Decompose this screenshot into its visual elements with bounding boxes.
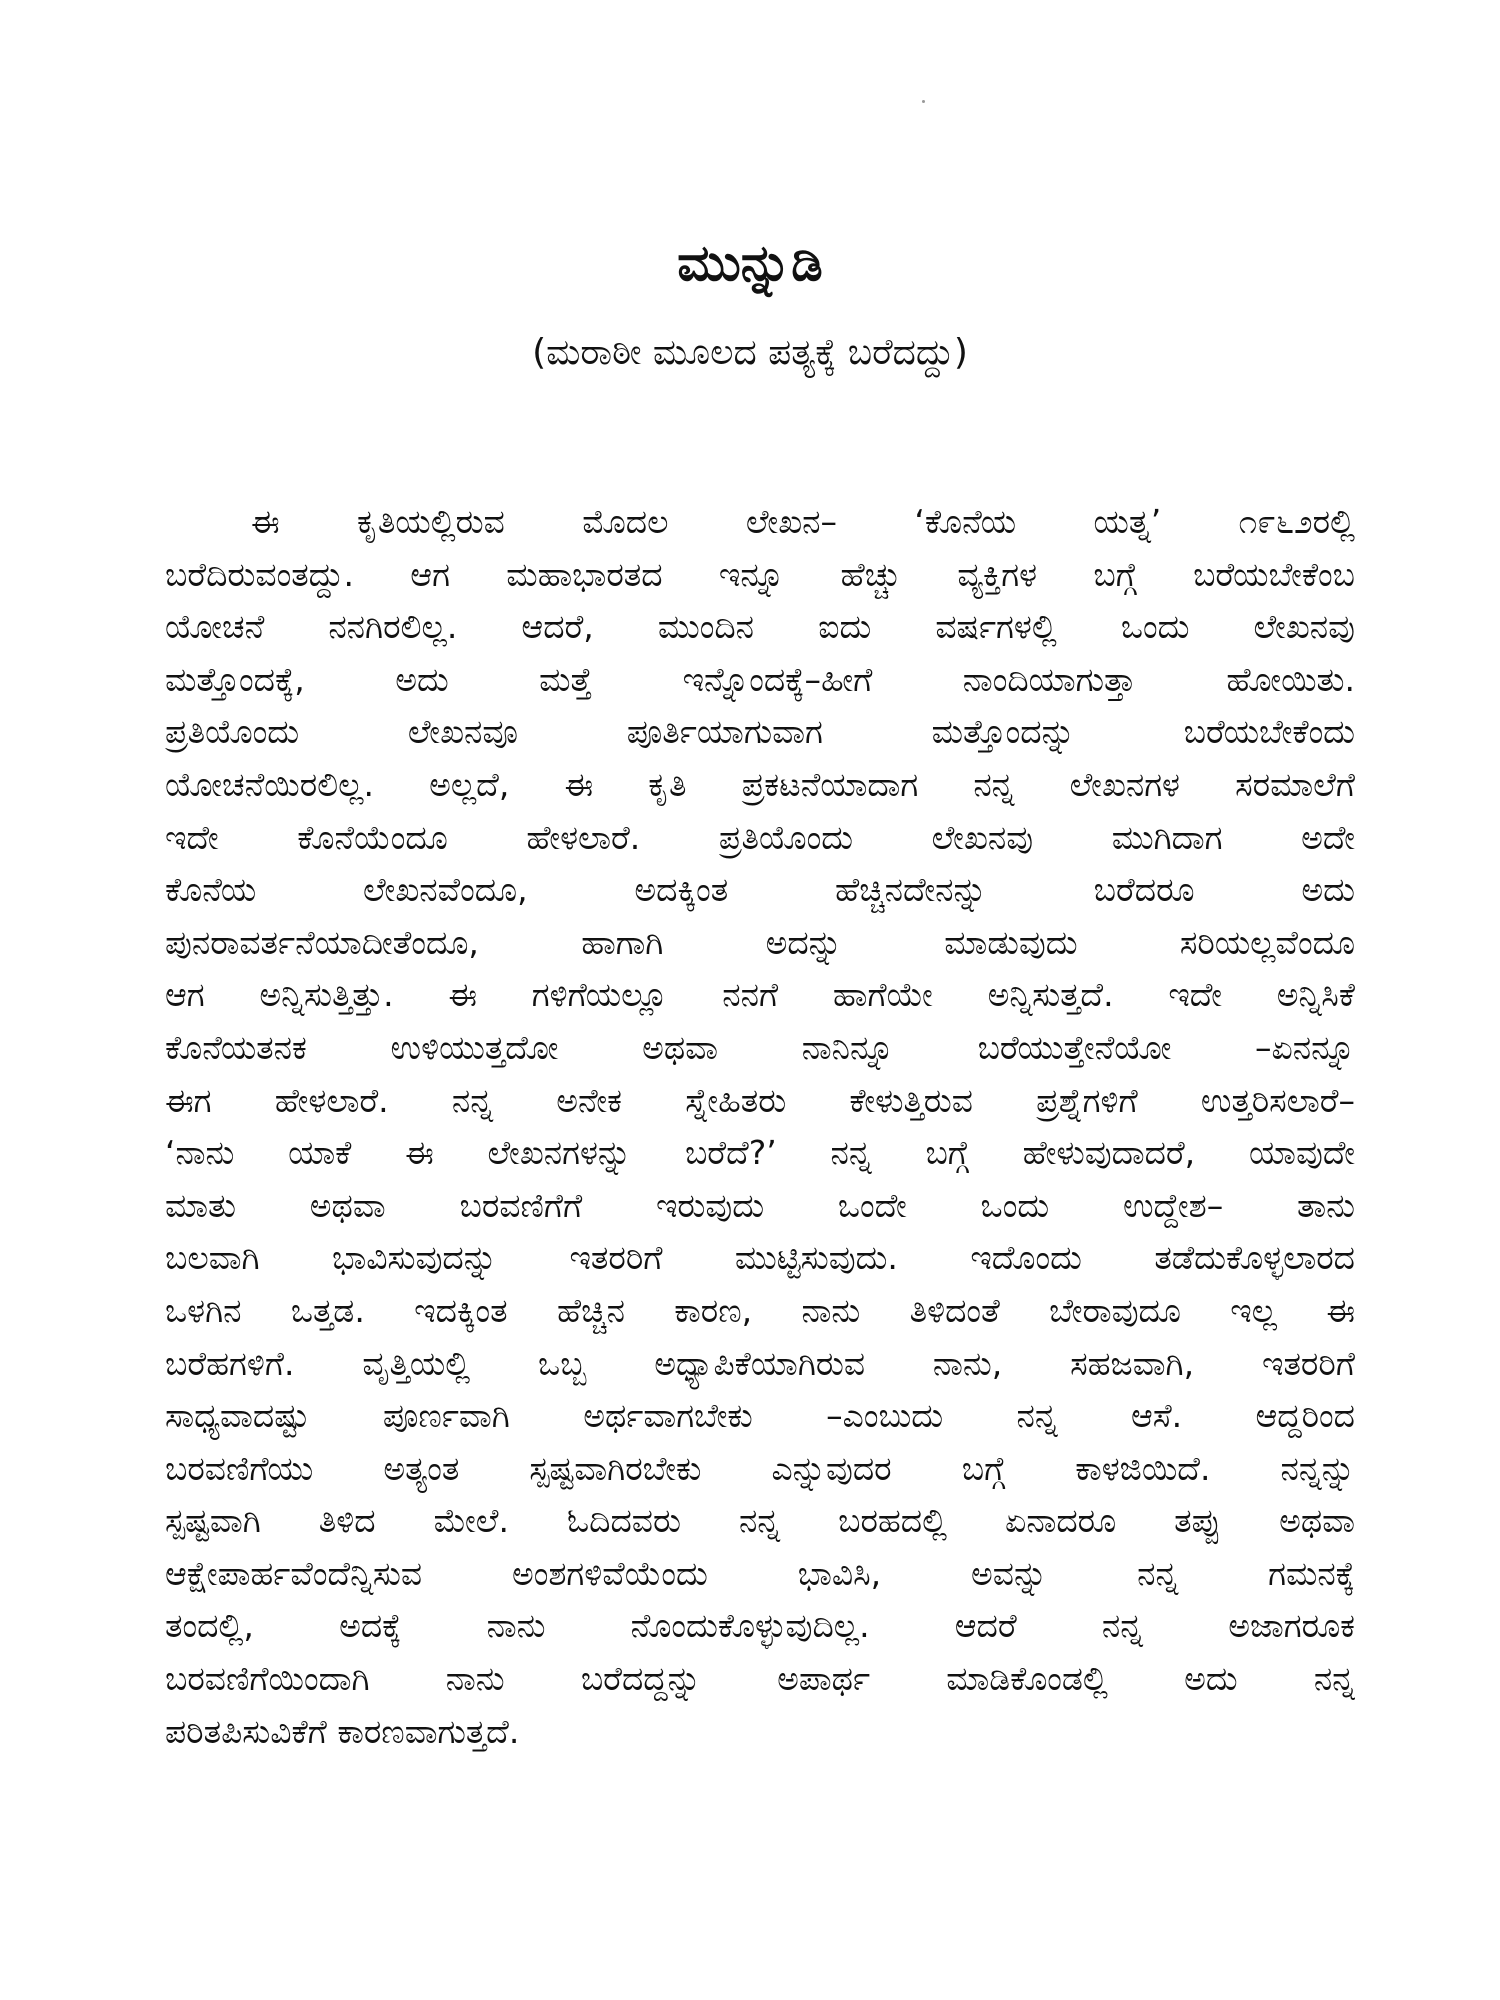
text-line: ಬಲವಾಗಿ ಭಾವಿಸುವುದನ್ನು ಇತರರಿಗೆ ಮುಟ್ಟಿಸುವುದು. ಇದೊಂದು ತಡೆದುಕೊಳ್ಳಲಾರದ [165, 1238, 1355, 1278]
body-paragraph [165, 496, 1355, 1758]
text-line: ಆಕ್ಷೇಪಾರ್ಹವೆಂದೆನ್ನಿಸುವ ಅಂಶಗಳಿವೆಯೆಂದು ಭಾವಿಸಿ, ಅವನ್ನು ನನ್ನ ಗಮನಕ್ಕೆ [165, 1553, 1355, 1593]
text-line: ‘ನಾನು ಯಾಕೆ ಈ ಲೇಖನಗಳನ್ನು ಬರೆದೆ?’ ನನ್ನ ಬಗ್ಗೆ ಹೇಳುವುದಾದರೆ, ಯಾವುದೇ [165, 1133, 1355, 1173]
text-line: ಕೊನೆಯ ಲೇಖನವೆಂದೂ, ಅದಕ್ಕಿಂತ ಹೆಚ್ಚಿನದೇನನ್ನು ಬರೆದರೂ ಅದು [165, 870, 1355, 910]
text-line: ಇದೇ ಕೊನೆಯೆಂದೂ ಹೇಳಲಾರೆ. ಪ್ರತಿಯೊಂದು ಲೇಖನವು ಮುಗಿದಾಗ ಅದೇ [165, 817, 1355, 857]
text-line: ಬರವಣಿಗೆಯಿಂದಾಗಿ ನಾನು ಬರೆದದ್ದನ್ನು ಅಪಾರ್ಥ ಮಾಡಿಕೊಂಡಲ್ಲಿ ಅದು ನನ್ನ [165, 1659, 1355, 1699]
scan-speck [922, 100, 925, 103]
text-line: ತಂದಲ್ಲಿ, ಅದಕ್ಕೆ ನಾನು ನೊಂದುಕೊಳ್ಳುವುದಿಲ್ಲ. ಆದರೆ ನನ್ನ ಅಜಾಗರೂಕ [165, 1606, 1355, 1646]
text-line: ಸಾಧ್ಯವಾದಷ್ಟು ಪೂರ್ಣವಾಗಿ ಅರ್ಥವಾಗಬೇಕು –ಎಂಬುದು ನನ್ನ ಆಸೆ. ಆದ್ದರಿಂದ [165, 1396, 1355, 1436]
text-line: ಯೋಚನೆಯಿರಲಿಲ್ಲ. ಅಲ್ಲದೆ, ಈ ಕೃತಿ ಪ್ರಕಟನೆಯಾದಾಗ ನನ್ನ ಲೇಖನಗಳ ಸರಮಾಲೆಗೆ [165, 764, 1355, 804]
text-line: ಈ ಕೃತಿಯಲ್ಲಿರುವ ಮೊದಲ ಲೇಖನ– ‘ಕೊನೆಯ ಯತ್ನ’ ೧೯೬೨ರಲ್ಲಿ [251, 502, 1355, 541]
text-line: ಪ್ರತಿಯೊಂದು ಲೇಖನವೂ ಪೂರ್ತಿಯಾಗುವಾಗ ಮತ್ತೊಂದನ್ನು ಬರೆಯಬೇಕೆಂದು [165, 712, 1355, 752]
text-line: ಬರವಣಿಗೆಯು ಅತ್ಯಂತ ಸ್ಪಷ್ಟವಾಗಿರಬೇಕು ಎನ್ನುವುದರ ಬಗ್ಗೆ ಕಾಳಜಿಯಿದೆ. ನನ್ನನ್ನು [165, 1448, 1355, 1488]
text-line: ಮಾತು ಅಥವಾ ಬರವಣಿಗೆಗೆ ಇರುವುದು ಒಂದೇ ಒಂದು ಉದ್ದೇಶ– ತಾನು [165, 1185, 1355, 1225]
page-title: ಮುನ್ನುಡಿ [677, 234, 823, 292]
text-line: ಯೋಚನೆ ನನಗಿರಲಿಲ್ಲ. ಆದರೆ, ಮುಂದಿನ ಐದು ವರ್ಷಗಳಲ್ಲಿ ಒಂದು ಲೇಖನವು [165, 607, 1355, 647]
text-line: ಪರಿತಪಿಸುವಿಕೆಗೆ ಕಾರಣವಾಗುತ್ತದೆ. [165, 1711, 520, 1751]
page-subtitle: (ಮರಾಠೀ ಮೂಲದ ಪತ್ಯಕ್ಕೆ ಬರೆದದ್ದು) [532, 332, 968, 373]
text-line: ಸ್ಪಷ್ಟವಾಗಿ ತಿಳಿದ ಮೇಲೆ. ಓದಿದವರು ನನ್ನ ಬರಹದಲ್ಲಿ ಏನಾದರೂ ತಪ್ಪು ಅಥವಾ [165, 1501, 1355, 1541]
text-line: ಪುನರಾವರ್ತನೆಯಾದೀತೆಂದೂ, ಹಾಗಾಗಿ ಅದನ್ನು ಮಾಡುವುದು ಸರಿಯಲ್ಲವೆಂದೂ [165, 922, 1355, 962]
text-line: ಈಗ ಹೇಳಲಾರೆ. ನನ್ನ ಅನೇಕ ಸ್ನೇಹಿತರು ಕೇಳುತ್ತಿರುವ ಪ್ರಶ್ನೆಗಳಿಗೆ ಉತ್ತರಿಸಲಾರೆ– [165, 1080, 1355, 1120]
text-line: ಆಗ ಅನ್ನಿಸುತ್ತಿತ್ತು. ಈ ಗಳಿಗೆಯಲ್ಲೂ ನನಗೆ ಹಾಗೆಯೇ ಅನ್ನಿಸುತ್ತದೆ. ಇದೇ ಅನ್ನಿಸಿಕೆ [165, 975, 1355, 1015]
text-line: ಮತ್ತೊಂದಕ್ಕೆ, ಅದು ಮತ್ತೆ ಇನ್ನೊಂದಕ್ಕೆ–ಹೀಗೆ ನಾಂದಿಯಾಗುತ್ತಾ ಹೋಯಿತು. [165, 659, 1355, 699]
text-line: ಕೊನೆಯತನಕ ಉಳಿಯುತ್ತದೋ ಅಥವಾ ನಾನಿನ್ನೂ ಬರೆಯುತ್ತೇನೆಯೋ –ಏನನ್ನೂ [165, 1027, 1355, 1067]
text-line: ಬರೆದಿರುವಂತದ್ದು. ಆಗ ಮಹಾಭಾರತದ ಇನ್ನೂ ಹೆಚ್ಚು ವ್ಯಕ್ತಿಗಳ ಬಗ್ಗೆ ಬರೆಯಬೇಕೆಂಬ [165, 554, 1355, 594]
text-line: ಒಳಗಿನ ಒತ್ತಡ. ಇದಕ್ಕಿಂತ ಹೆಚ್ಚಿನ ಕಾರಣ, ನಾನು ತಿಳಿದಂತೆ ಬೇರಾವುದೂ ಇಲ್ಲ ಈ [165, 1290, 1355, 1330]
text-line: ಬರೆಹಗಳಿಗೆ. ವೃತ್ತಿಯಲ್ಲಿ ಒಬ್ಬ ಅಧ್ಯಾಪಿಕೆಯಾಗಿರುವ ನಾನು, ಸಹಜವಾಗಿ, ಇತರರಿಗೆ [165, 1343, 1355, 1383]
